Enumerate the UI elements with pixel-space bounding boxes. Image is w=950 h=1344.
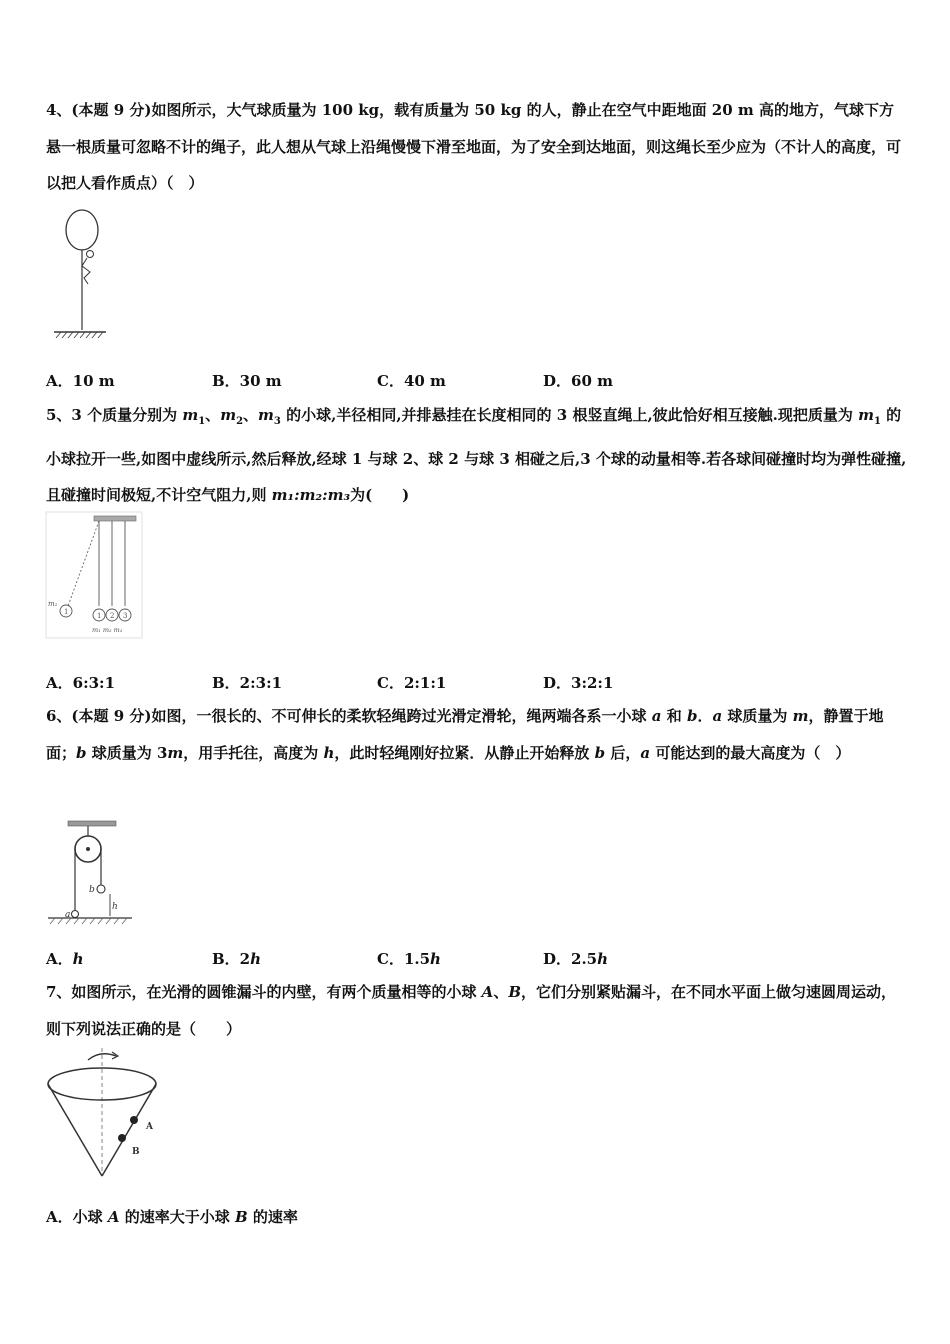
q6-opt-prefix: C．1.5 xyxy=(377,950,431,968)
balloon-figure xyxy=(48,206,108,344)
q6-var: b xyxy=(594,743,606,762)
ball-1-label: 1 xyxy=(97,612,102,620)
question-5-text xyxy=(46,397,908,514)
q7-text-part: 、 xyxy=(493,983,509,1001)
question-7-options xyxy=(46,1206,908,1230)
q5-option-c[interactable]: C．2:1:1 xyxy=(377,674,447,692)
ground-hatch xyxy=(56,332,103,338)
question-4-options xyxy=(46,370,908,394)
q5-var: m xyxy=(182,406,199,424)
q7-opt-text: 的速率 xyxy=(247,1208,298,1226)
q6-option-d[interactable] xyxy=(543,948,608,969)
q6-text-part: ，用手托往，高度为 xyxy=(183,743,324,762)
dashed-string xyxy=(68,521,99,606)
q7-opt-var: B xyxy=(234,1208,248,1226)
q7-opt-text: A．小球 xyxy=(46,1208,108,1226)
q5-sub: 1 xyxy=(198,416,206,427)
pendulum-figure xyxy=(44,510,144,640)
q5-text-part: 5、3 个质量分别为 xyxy=(46,406,183,424)
pulley-figure xyxy=(44,815,136,927)
q6-text-part: 后， xyxy=(605,743,641,762)
q5-text-part: 的小球,半径相同,并排悬挂在长度相同的 3 根竖直绳上,彼此恰好相互接触.现把质量为 xyxy=(280,406,859,424)
q7-var: B xyxy=(508,983,522,1001)
question-7-text xyxy=(46,974,908,1047)
q6-text-part: 球质量为 xyxy=(722,707,793,725)
q5-text-part: 为( ) xyxy=(350,486,410,504)
q7-option-a[interactable] xyxy=(46,1206,298,1227)
q4-option-c[interactable]: C．40 m xyxy=(377,372,446,390)
q5-ratio: m₁:m₂:m₃ xyxy=(271,486,351,504)
q4-option-d[interactable]: D．60 m xyxy=(543,372,613,390)
q6-option-a[interactable] xyxy=(46,948,84,969)
q6-opt-prefix: D．2.5 xyxy=(543,950,598,968)
q5-text-part: 的小球拉开一些,如图中虚线所示,然后释放,经球 1 与球 2、球 2 与球 3 相碰之后,3 个球的动量相等.若各球间碰撞时均为弹性碰撞,且碰撞时间极短,不计空气阻力,则 xyxy=(46,406,907,504)
question-4-text: 4、(本题 9 分)如图所示，大气球质量为 100 kg，载有质量为 50 kg 的人，静止在空气中距地面 20 m 高的地方，气球下方悬一根质量可忽略不计的绳子，此人想从气球上沿绳慢慢下滑至地面，为了安全到达地面，则这绳长至少应为（不计人的高度，可以把人看作质点）（ ） xyxy=(46,101,902,192)
q6-var: m xyxy=(792,707,809,725)
q6-var: a xyxy=(712,707,723,725)
funnel-figure xyxy=(44,1046,166,1180)
q5-var: m xyxy=(258,406,274,424)
question-6-text xyxy=(46,698,908,771)
q6-opt-value: h xyxy=(597,950,609,968)
q4-option-b[interactable]: B．30 m xyxy=(212,372,282,390)
ball-3-label: 3 xyxy=(123,612,128,620)
ball-b-label: b xyxy=(89,885,95,895)
q6-var: a xyxy=(640,743,651,762)
h-label: h xyxy=(112,902,118,912)
question-6-options xyxy=(46,948,908,972)
q6-opt-value: h xyxy=(430,950,441,968)
ball-b xyxy=(97,885,105,893)
q6-option-c[interactable] xyxy=(377,948,441,969)
mass-labels: m₁ m₂ m₃ xyxy=(92,626,123,634)
q7-text-part: 7、如图所示，在光滑的圆锥漏斗的内壁，有两个质量相等的小球 xyxy=(46,983,482,1001)
person-head xyxy=(87,251,94,258)
ceiling xyxy=(68,821,116,826)
q6-text-part: 球质量为 3 xyxy=(86,743,168,762)
ball-pulled-label: 1 xyxy=(64,608,69,616)
ball-B-label: B xyxy=(132,1147,140,1157)
q6-opt-prefix: B．2 xyxy=(212,950,251,968)
pulley-axle xyxy=(86,847,90,851)
q6-text-part: ，此时轻绳刚好拉紧．从静止开始释放 xyxy=(334,743,595,762)
q6-var: b xyxy=(686,707,698,725)
ball-2-label: 2 xyxy=(110,612,115,620)
ceiling-bar xyxy=(94,516,136,521)
q5-option-b[interactable]: B．2:3:1 xyxy=(212,674,283,692)
ball-B xyxy=(118,1134,126,1142)
q5-option-a[interactable]: A．6:3:1 xyxy=(46,674,116,692)
q7-text-part: ，它们分别紧贴漏斗，在不同水平面上做匀速圆周运动，则下列说法正确的是（ ） xyxy=(46,983,897,1038)
q7-opt-var: A xyxy=(107,1208,120,1226)
ball-a-label: a xyxy=(65,910,71,920)
ball-A xyxy=(130,1116,138,1124)
q5-option-d[interactable]: D．3:2:1 xyxy=(543,674,614,692)
q7-var: A xyxy=(481,983,494,1001)
q6-text-part: ，静置于地面； xyxy=(46,707,884,762)
q6-option-b[interactable] xyxy=(212,948,261,969)
q6-var: h xyxy=(323,743,335,762)
ball-A-label: A xyxy=(146,1122,153,1132)
question-5-options xyxy=(46,672,908,696)
q6-var: b xyxy=(76,743,87,762)
q7-opt-text: 的速率大于小球 xyxy=(119,1208,235,1226)
q6-text-part: 和 xyxy=(661,707,687,725)
q5-var: m xyxy=(220,406,237,424)
q5-text-part: 、 xyxy=(205,406,221,424)
balloon-shape xyxy=(66,210,98,250)
q6-opt-value: h xyxy=(72,950,84,968)
ground-hatch xyxy=(50,918,127,924)
ball-a xyxy=(72,911,79,918)
q6-text-part: 6、(本题 9 分)如图，一很长的、不可伸长的柔软轻绳跨过光滑定滑轮，绳两端各系一小球 xyxy=(46,707,652,725)
q5-text-part: 、 xyxy=(243,406,259,424)
q6-opt-prefix: A． xyxy=(46,950,73,968)
m1-left-label: m₁ xyxy=(48,600,58,608)
q5-sub: 2 xyxy=(236,416,244,427)
q6-var: m xyxy=(167,743,184,762)
q5-var: m xyxy=(858,406,874,424)
q6-text-part: ． xyxy=(697,707,713,725)
q6-var: a xyxy=(651,707,662,725)
q4-option-a[interactable]: A．10 m xyxy=(46,372,115,390)
q6-text-part: 可能达到的最大高度为（ ） xyxy=(650,743,851,762)
q5-sub: 1 xyxy=(873,416,881,427)
q5-sub: 3 xyxy=(273,416,281,427)
q6-opt-value: h xyxy=(250,950,262,968)
person-body xyxy=(82,258,90,284)
